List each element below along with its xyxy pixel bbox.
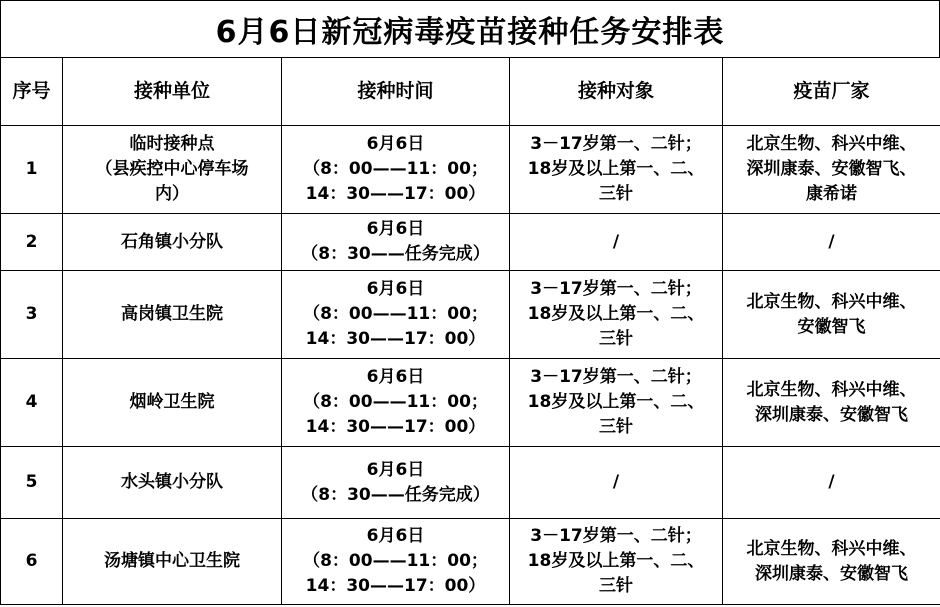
cell-target-line: 3－17岁第一、二针； [530,367,702,387]
cell-time-line: 6月6日 [366,279,425,299]
cell-unit-line: 高岗镇卫生院 [121,304,223,324]
cell-time-line: 14：30——17：00） [305,417,486,437]
cell-time-line: （8：00——11：00； [303,304,488,324]
cell-vendor-line: 深圳康泰、安徽智飞 [755,563,908,584]
cell-vendor-line: 康希诺 [806,184,857,204]
cell-target-line: 18岁及以上第一、二、 [527,551,705,571]
cell-time [282,126,510,214]
cell-target-line: 三针 [599,329,633,349]
cell-no: 5 [1,447,63,519]
cell-target [510,271,723,359]
cell-time-line: 6月6日 [366,367,425,387]
cell-unit [63,359,282,447]
table-header-row [1,58,940,126]
cell-time-line: （8：00——11：00； [303,551,488,571]
cell-unit-line: 水头镇小分队 [121,472,223,492]
table-row [1,519,940,605]
cell-time [282,271,510,359]
cell-target-line: 18岁及以上第一、二、 [527,159,705,179]
cell-no: 1 [1,126,63,214]
cell-time-line: 14：30——17：00） [305,184,486,204]
cell-time-line: 14：30——17：00） [305,576,486,596]
header-no: 序号 [1,58,63,126]
header-target: 接种对象 [510,58,723,126]
cell-vendor-line: 深圳康泰、安徽智飞 [755,404,908,425]
cell-target-line: / [612,472,620,492]
table-row [1,447,940,519]
cell-no: 2 [1,214,63,271]
cell-time-line: 6月6日 [366,134,425,154]
cell-vendor [723,126,940,214]
cell-vendor [723,271,940,359]
cell-target [510,447,723,519]
cell-time-line: 6月6日 [366,219,425,239]
cell-target [510,359,723,447]
header-unit: 接种单位 [63,58,282,126]
cell-unit [63,271,282,359]
cell-no: 4 [1,359,63,447]
cell-unit [63,519,282,605]
cell-no: 3 [1,271,63,359]
cell-unit-line: 内） [155,184,189,204]
cell-unit [63,214,282,271]
cell-vendor [723,519,940,605]
page-title: 6月6日新冠病毒疫苗接种任务安排表 [0,0,940,57]
cell-unit-line: 石角镇小分队 [121,231,223,252]
cell-time-line: 6月6日 [366,526,425,546]
cell-time-line: （8：30——任务完成） [301,484,490,505]
cell-unit-line: 汤塘镇中心卫生院 [104,551,240,571]
cell-target-line: 三针 [599,576,633,596]
cell-vendor [723,214,940,271]
cell-unit [63,126,282,214]
cell-vendor-line: 北京生物、科兴中维、 [746,134,917,154]
cell-target-line: 3－17岁第一、二针； [530,279,702,299]
cell-vendor-line: 安徽智飞 [797,316,866,337]
cell-vendor-line: / [828,231,835,252]
cell-target-line: 三针 [599,184,633,204]
cell-vendor [723,359,940,447]
cell-time [282,359,510,447]
cell-vendor-line: 北京生物、科兴中维、 [746,379,917,400]
cell-unit [63,447,282,519]
cell-vendor-line: 北京生物、科兴中维、 [746,291,917,312]
header-vendor: 疫苗厂家 [723,58,940,126]
cell-target-line: 18岁及以上第一、二、 [527,392,705,412]
cell-target [510,214,723,271]
cell-target [510,519,723,605]
cell-time-line: （8：00——11：00； [303,392,488,412]
cell-target-line: 3－17岁第一、二针； [530,134,702,154]
cell-unit-line: （县疾控中心停车场 [95,159,249,179]
table-row [1,359,940,447]
cell-time [282,447,510,519]
cell-no: 6 [1,519,63,605]
cell-time-line: 6月6日 [366,459,425,480]
cell-target-line: / [612,231,620,252]
cell-time-line: （8：00——11：00； [303,159,488,179]
cell-time [282,519,510,605]
cell-vendor-line: 北京生物、科兴中维、 [746,538,917,559]
cell-target [510,126,723,214]
schedule-table [0,57,940,605]
cell-time-line: （8：30——任务完成） [301,244,490,264]
cell-vendor-line: 深圳康泰、安徽智飞、 [746,159,917,179]
cell-target-line: 18岁及以上第一、二、 [527,304,705,324]
table-row [1,271,940,359]
cell-unit-line: 临时接种点 [129,134,215,154]
cell-time [282,214,510,271]
table-row [1,126,940,214]
header-time: 接种时间 [282,58,510,126]
cell-time-line: 14：30——17：00） [305,329,486,349]
cell-vendor [723,447,940,519]
cell-target-line: 3－17岁第一、二针； [530,526,702,546]
table-row [1,214,940,271]
cell-unit-line: 烟岭卫生院 [129,392,215,412]
cell-target-line: 三针 [599,417,633,437]
cell-vendor-line: / [828,472,835,492]
